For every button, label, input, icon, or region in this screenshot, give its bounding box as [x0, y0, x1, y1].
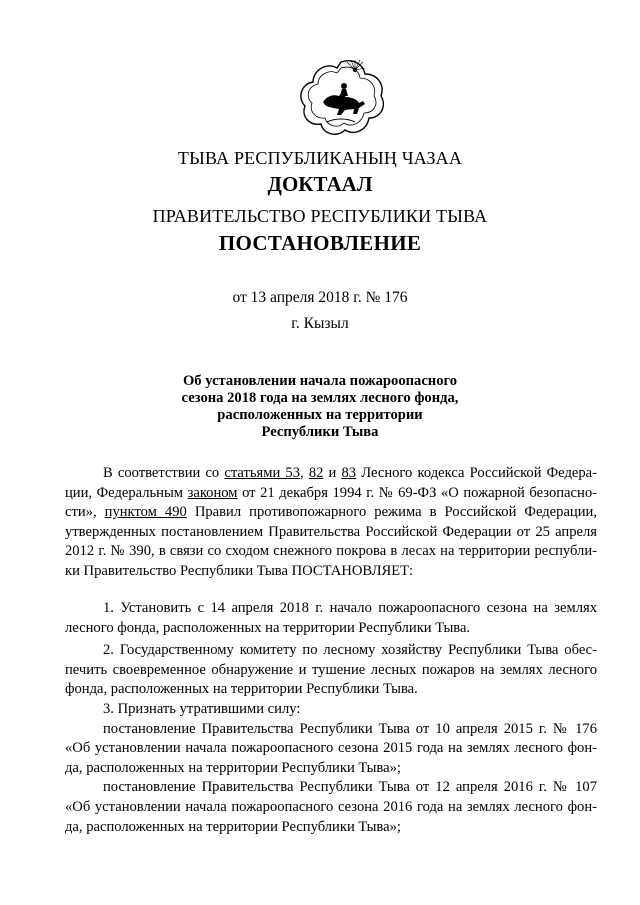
item-line: постановление Правительства Республики Тыва от 12 апреля 2016 г. № 107 — [103, 779, 597, 796]
article-53-link[interactable]: статьями 53 — [224, 465, 301, 481]
article-82-link[interactable]: 82 — [308, 465, 324, 481]
item-line: «Об установлении начала пожароопасного сезона 2016 года на землях лесного фон- — [65, 798, 597, 815]
text: Правил противопожарного режима в Российской Федерации, — [186, 504, 597, 521]
preamble-paragraph — [65, 464, 597, 582]
document-date-number: от 13 апреля 2018 г. № 176 — [232, 289, 408, 306]
item-line: 1. Установить с 14 апреля 2018 г. начало пожароопасного сезона на землях — [103, 600, 597, 616]
russian-document-type: ПОСТАНОВЛЕНИЕ — [218, 231, 422, 255]
article-83-link[interactable]: 83 — [341, 465, 357, 481]
title-line: сезона 2018 года на землях лесного фонда, — [181, 390, 459, 406]
document-title — [150, 373, 490, 441]
preamble-line — [65, 484, 597, 504]
item-line: постановление Правительства Республики Тыва от 10 апреля 2015 г. № 176 — [103, 720, 597, 737]
tuvan-government-heading: ТЫВА РЕСПУБЛИКАНЫҢ ЧАЗАА — [177, 148, 463, 168]
preamble-line — [65, 464, 597, 484]
federal-law-link[interactable]: законом — [187, 484, 238, 501]
item-line: печить своевременное обнаружение и тушение лесных пожаров на землях лесного — [65, 661, 597, 678]
text: сти», — [65, 504, 105, 521]
tuvan-document-type: ДОКТААЛ — [267, 172, 373, 196]
preamble-line: ки Правительство Республики Тыва ПОСТАНОВЛЯЕТ: — [65, 562, 414, 579]
document-city: г. Кызыл — [291, 315, 349, 332]
preamble-line: 2012 г. № 390, в связи со сходом снежного покрова в лесах на территории республи- — [65, 543, 597, 560]
text: и — [323, 465, 342, 481]
russian-government-heading: ПРАВИТЕЛЬСТВО РЕСПУБЛИКИ ТЫВА — [152, 206, 488, 226]
item-line: лесного фонда, расположенных на территории Республики Тыва. — [65, 619, 471, 636]
item-2 — [65, 641, 597, 700]
tuva-coat-of-arms-icon — [293, 56, 389, 140]
text: Лесного кодекса Российской Федера- — [356, 465, 597, 481]
item-line: да, расположенных на территории Республики Тыва»; — [65, 818, 401, 835]
item-line: «Об установлении начала пожароопасного сезона 2015 года на землях лесного фон- — [65, 740, 597, 757]
item-line: да, расположенных на территории Республики Тыва»; — [65, 759, 401, 776]
title-line: Республики Тыва — [261, 424, 379, 440]
text: , — [300, 465, 309, 481]
text: В соответствии со — [103, 465, 225, 481]
item-line: фонда, расположенных на территории Республики Тыва. — [65, 681, 418, 698]
text: от 21 декабря 1994 г. № 69-ФЗ «О пожарной безопасно- — [237, 484, 597, 501]
text: ции, Федеральным — [65, 484, 188, 501]
title-line: расположенных на территории — [217, 407, 423, 423]
preamble-line — [65, 503, 597, 523]
item-1 — [65, 599, 597, 638]
item-line: 2. Государственному комитету по лесному хозяйству Республики Тыва обес- — [103, 642, 597, 658]
title-line: Об установлении начала пожароопасного — [182, 373, 458, 389]
item-3 — [65, 700, 597, 837]
item-heading: 3. Признать утратившими силу: — [103, 701, 301, 717]
preamble-line: утвержденных постановлением Правительства Российской Федерации от 25 апреля — [65, 523, 597, 540]
clause-490-link[interactable]: пунктом 490 — [104, 504, 187, 521]
